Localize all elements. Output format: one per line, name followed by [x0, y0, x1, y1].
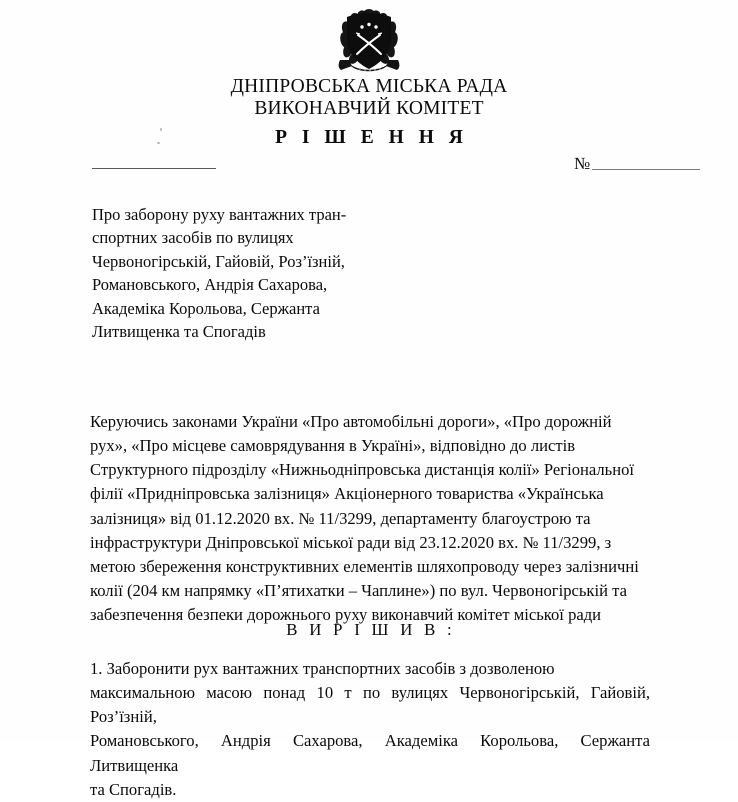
scan-speck [157, 142, 160, 144]
preamble-line: філії «Придніпровська залізниця» Акціонерного товариства «Українська [90, 484, 604, 504]
decision-item-line: та Спогадів. [90, 779, 177, 799]
decision-item-line: 1. Заборонити рух вантажних транспортних засобів з дозволеною [90, 659, 555, 678]
subject-line: Литвищенка та Спогадів [92, 322, 266, 342]
resolution-keyword: В И Р І Ш И В : [286, 620, 456, 639]
number-blank-line[interactable] [592, 169, 700, 170]
preamble-line: колії (204 км напрямку «П’ятихатки – Чаплине») по вул. Червоногірській та [90, 580, 627, 600]
preamble-line: залізниця» від 01.12.2020 вх. № 11/3299, департаменту благоустрою та [90, 508, 591, 528]
scan-speck [160, 128, 162, 131]
subject-block [92, 203, 387, 344]
decision-item-line: Романовського, Андрія Сахарова, Академіка Корольова, Сержанта Литвищенка [90, 731, 650, 775]
number-symbol: № [574, 154, 591, 173]
date-blank-line[interactable] [92, 168, 216, 169]
subject-line: Академіка Корольова, Сержанта [92, 298, 320, 318]
dnipro-coat-of-arms-icon [332, 6, 406, 78]
preamble-paragraph [90, 410, 650, 627]
document-header [0, 76, 738, 148]
preamble-line: забезпечення безпеки дорожнього руху виконавчий комітет міської ради [90, 605, 602, 625]
subject-line: Про заборону руху вантажних тран- [92, 205, 347, 224]
preamble-line: метою збереження конструктивних елементів шляхопроводу через залізничні [90, 556, 639, 576]
subject-line: спортних засобів по вулицях [92, 228, 294, 248]
preamble-line: рух», «Про місцеве самоврядування в Україні», відповідно до листів [90, 436, 576, 456]
preamble-line: Структурного підрозділу «Нижньодніпровська дистанція колії» Регіональної [90, 460, 635, 480]
header-line-committee: ВИКОНАВЧИЙ КОМІТЕТ [254, 97, 484, 119]
date-number-row [0, 154, 738, 180]
header-line-council: ДНІПРОВСЬКА МІСЬКА РАДА [230, 76, 508, 97]
decision-item-1 [90, 657, 650, 802]
header-line-decision: Р І Ш Е Н Н Я [275, 126, 469, 148]
preamble-line: Керуючись законами України «Про автомобільні дороги», «Про дорожній [90, 412, 612, 431]
emblem-container [0, 6, 738, 83]
subject-line: Романовського, Андрія Сахарова, [92, 275, 328, 295]
subject-line: Червоногірській, Гайовій, Роз’їзній, [92, 251, 345, 271]
preamble-line: інфраструктури Дніпровської міської ради від 23.12.2020 вх. № 11/3299, з [90, 532, 612, 552]
decision-item-line: максимальною масою понад 10 т по вулицях Червоногірській, Гайовій, Роз’їзній, [90, 683, 650, 727]
